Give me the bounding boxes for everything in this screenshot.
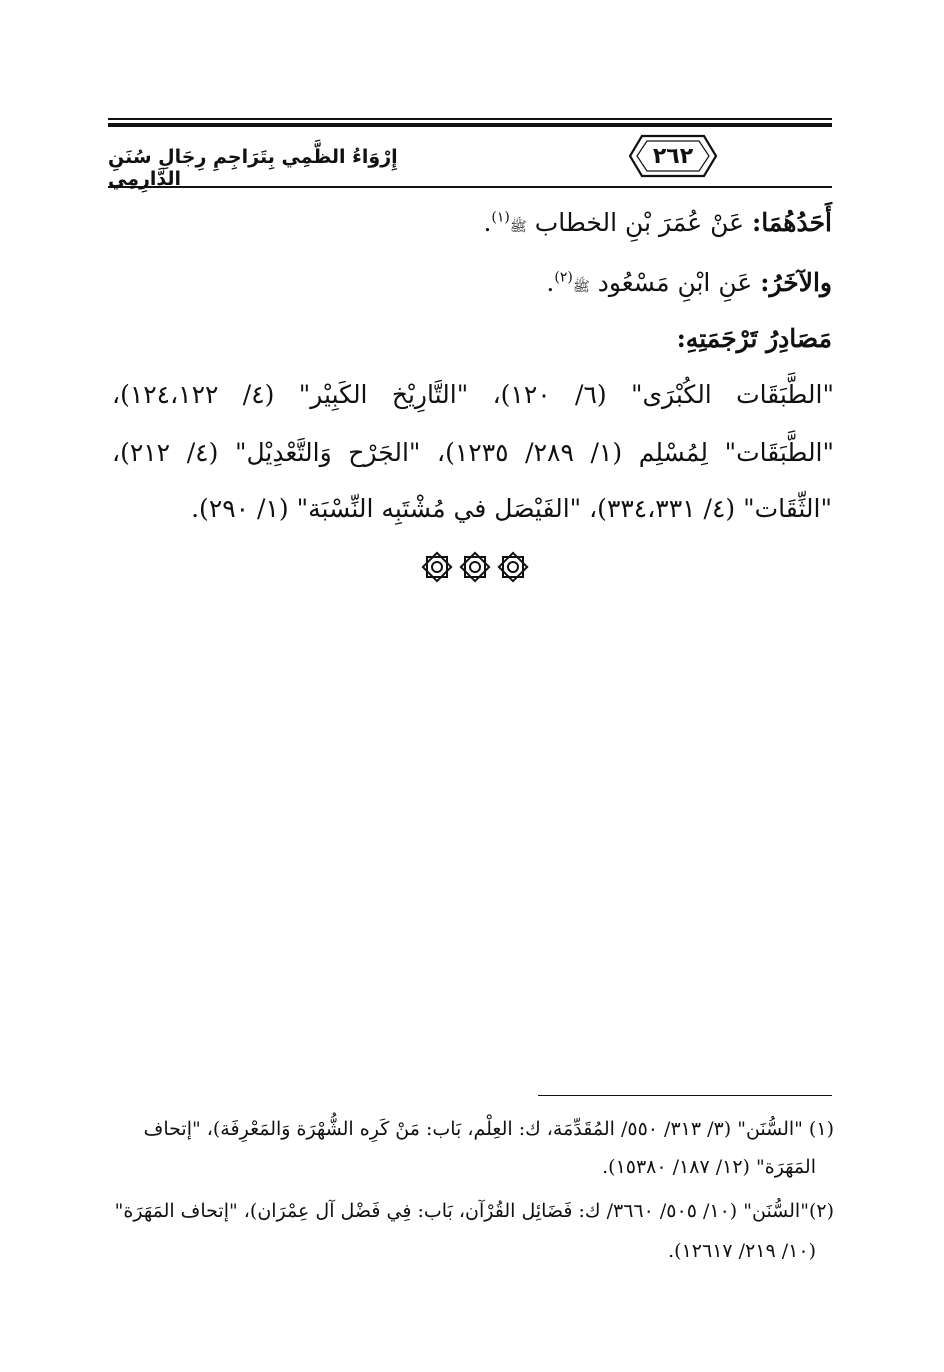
line-end-2: .: [546, 268, 555, 297]
sources-line-2: "الطَّبَقَات" لِمُسْلِم (١/ ٢٨٩/ ١٢٣٥)، "الجَرْح وَالتَّعْدِيْل" (٤/ ٢١٢)،: [112, 438, 835, 467]
footnote-1-line-1: (١) "السُّنَن" (٣/ ٣١٣/ ٥٥٠/ المُقَدِّمَة، ك: العِلْم، بَاب: مَنْ كَرِه الشُّهْرَة وَالمَعْرِفَة)، "إتحاف: [143, 1118, 834, 1140]
section-divider: [420, 550, 530, 586]
narration-line-1: [483, 208, 832, 238]
sources-line-1: "الطَّبَقَات الكُبْرَى" (٦/ ١٢٠)، "التَّارِيْخ الكَبِيْر" (٤/ ١٢٤،١٢٢)،: [112, 380, 834, 409]
star-ornament-icon: [496, 550, 530, 584]
narration-text-2: عَنِ ابْنِ مَسْعُود: [589, 268, 761, 297]
honorific-icon: ﷺ: [509, 219, 527, 235]
footnote-2-line-1: (٢)"السُّنَن" (١٠/ ٥٠٥/ ٣٦٦٠/ ك: فَضَائِل القُرْآن، بَاب: فِي فَضْل آل عِمْرَان)، "إتحاف المَهَرَة": [114, 1200, 834, 1222]
star-ornament-icon: [458, 550, 492, 584]
header-rule-top: [108, 118, 832, 120]
label-first: أَحَدُهُمَا:: [751, 208, 832, 237]
sources-line-3: "الثِّقَات" (٤/ ٣٣٤،٣٣١)، "الفَيْصَل في مُشْتَبِه النِّسْبَة" (١/ ٢٩٠).: [191, 494, 832, 523]
label-other: والآخَرُ:: [760, 268, 832, 297]
footnote-1-line-2: المَهَرَة" (١٢/ ١٨٧/ ١٥٣٨٠).: [602, 1156, 816, 1178]
line-end-1: .: [483, 208, 492, 237]
footnote-ref-1: (١): [491, 209, 510, 226]
footnote-separator: [538, 1095, 832, 1096]
footnote-2-line-2: (١٠/ ٢١٩/ ١٢٦١٧).: [668, 1240, 816, 1262]
book-title: إِرْوَاءُ الظَّمِي بِتَرَاجِمِ رِجَالِ سُنَنِ الدَّارِمِي: [108, 146, 398, 190]
honorific-icon: ﷺ: [572, 279, 590, 295]
narration-text-1: عَنْ عُمَرَ بْنِ الخطاب: [526, 208, 752, 237]
narration-line-2: [546, 268, 832, 298]
page-number: ٢٦٢: [652, 143, 694, 169]
header-rule-top-thick: [108, 123, 832, 127]
star-ornament-icon: [420, 550, 454, 584]
sources-heading: مَصَادِرُ تَرْجَمَتِهِ:: [676, 324, 832, 353]
footnote-ref-2: (٢): [554, 269, 573, 286]
